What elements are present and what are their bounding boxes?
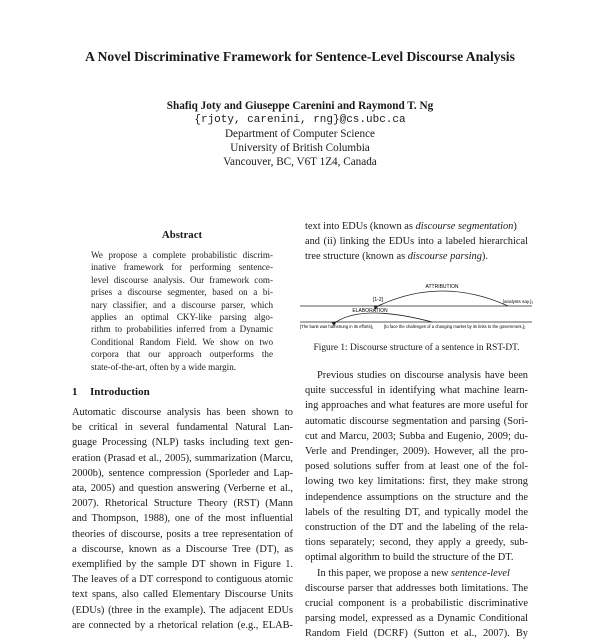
attribution-label: ATTRIBUTION — [425, 284, 459, 290]
body-line: construction of the DT and the labeling of the rela- — [305, 522, 528, 534]
abstract-line: nary classifier, and a discourse parser, which — [91, 299, 273, 310]
intro-body — [72, 405, 293, 633]
body-line: Previous studies on discourse analysis have been — [317, 370, 528, 381]
abstract-line: applies an optimal CKY-like parsing algo- — [91, 312, 273, 323]
author-list: Shafiq Joty and Giuseppe Carenini and Raymond T. Ng — [166, 100, 434, 112]
abstract-line: level discourse analysis. Our framework com- — [91, 274, 273, 285]
abstract-line: Conditional Random Field. We show on two — [91, 336, 273, 347]
discourse-tree-figure — [292, 270, 542, 336]
author-emails: {rjoty, carenini, rng}@cs.ubc.ca — [194, 114, 406, 126]
body-line: a discourse, known as a Discourse Tree (DT), as — [72, 543, 293, 555]
body-line: 2007). Rhetorical Structure Theory (RST) (Mann — [72, 498, 293, 510]
body-line: labels of the resulting DT, and typically model the — [305, 506, 528, 518]
body-line: guage Processing (NLP) tasks including text gen- — [72, 437, 293, 449]
edu1-text: [The bank was hamstrung in its efforts]₁ — [300, 324, 374, 329]
edu3-text: [analysts say.]₃ — [502, 299, 534, 304]
body-line: quite successful in identifying what machine learn- — [305, 385, 528, 397]
body-line: independence assumptions on the structure and the — [305, 491, 528, 503]
paper-title: A Novel Discriminative Framework for Sentence-Level Discourse Analysis — [85, 49, 515, 64]
span-label: [1-2] — [372, 297, 384, 303]
abstract-line: inative framework for performing sentence- — [91, 262, 273, 273]
body-line: optimal algorithm to build the structure of the DT. — [305, 552, 514, 564]
body-line: In this paper, we propose a new sentence-level — [317, 567, 510, 579]
body-line: cut and Marcu, 2003; Subba and Eugenio, 2009; du- — [305, 430, 528, 442]
affiliation-address: Vancouver, BC, V6T 1Z4, Canada — [223, 156, 377, 168]
body-line: automatic discourse segmentation and parsing (Sori- — [305, 415, 528, 427]
body-line: and (ii) linking the EDUs into a labeled hierarchical — [305, 236, 528, 248]
abstract-heading: Abstract — [161, 229, 203, 241]
body-line: The leaves of a DT correspond to contiguous atomic — [72, 574, 293, 586]
body-line: ing approaches and what features are more useful for — [305, 400, 528, 412]
body-line: 2000b), sentence compression (Sporleder and Lap- — [72, 467, 293, 479]
term-sentence-level: sentence-level — [451, 567, 510, 579]
term-discourse-parsing: discourse parsing — [407, 251, 482, 263]
term-discourse-segmentation: discourse segmentation — [415, 221, 514, 232]
body-line: theories of discourse, posits a tree representation of — [72, 528, 293, 540]
section-number: 1 — [72, 386, 78, 398]
affiliation-university: University of British Columbia — [230, 142, 370, 154]
body-line: and Thompson, 1988), one of the most influential — [72, 513, 293, 525]
abstract-body — [91, 249, 273, 373]
body-line: text into EDUs (known as discourse segmentation) — [305, 221, 517, 232]
elaboration-arc — [336, 313, 432, 322]
figure-caption: Figure 1: Discourse structure of a sentence in RST-DT. — [313, 343, 520, 353]
body-line: Automatic discourse analysis has been shown to — [72, 407, 293, 418]
abstract-line: state-of-the-art, often by a wide margin. — [91, 361, 237, 372]
body-line: be critical in several fundamental Natural Lan- — [72, 422, 293, 434]
body-line: tree structure (known as discourse parsing). — [305, 251, 488, 263]
attribution-arc — [378, 291, 508, 306]
body-line: eration (Prasad et al., 2005), summarization (Marcu, — [72, 452, 293, 464]
section-heading — [72, 386, 150, 398]
abstract-line: We propose a complete probabilistic discrim- — [91, 250, 273, 260]
body-line: Random Field (DCRF) (Sutton et al., 2007). By — [305, 628, 528, 640]
body-line: posed solutions suffer from at least one of the fol- — [305, 461, 528, 473]
abstract-line: corpora that our approach outperforms the — [91, 349, 273, 360]
body-line: exemplified by the sample DT shown in Figure 1. — [72, 559, 293, 571]
body-line: lowing two key limitations: first, they make strong — [305, 476, 528, 488]
affiliation-department: Department of Computer Science — [224, 128, 376, 140]
body-line: crucial component is a probabilistic discriminative — [305, 598, 528, 610]
body-line: ata, 2005) and question answering (Verberne et al., — [72, 483, 293, 495]
elaboration-label: ELABORATION — [352, 308, 388, 314]
section-title: Introduction — [90, 386, 150, 398]
body-line: (EDUs) (three in the example). The adjacent EDUs — [72, 604, 293, 616]
abstract-line: prises a discourse segmenter, based on a bi- — [91, 287, 273, 298]
right-column-top — [305, 219, 528, 265]
body-line: tions separately; second, they apply a greedy, sub- — [305, 537, 528, 549]
abstract-line: rithm to probabilities inferred from a Dynamic — [91, 324, 273, 335]
body-line: discourse parser that addresses both limitations. The — [305, 582, 528, 594]
body-line: are connected by a rhetorical relation (e.g., ELAB- — [72, 619, 293, 631]
body-line: parsing model, expressed as a Dynamic Conditional — [305, 613, 528, 625]
body-line: Verle and Prendinger, 2009). However, all the pro- — [305, 446, 528, 458]
right-column-bottom — [305, 368, 528, 642]
edu2-text: [to face the challenges of a changing market by its links to the government,]₂ — [384, 324, 526, 329]
body-line: text spans, also called Elementary Discourse Units — [72, 589, 293, 601]
